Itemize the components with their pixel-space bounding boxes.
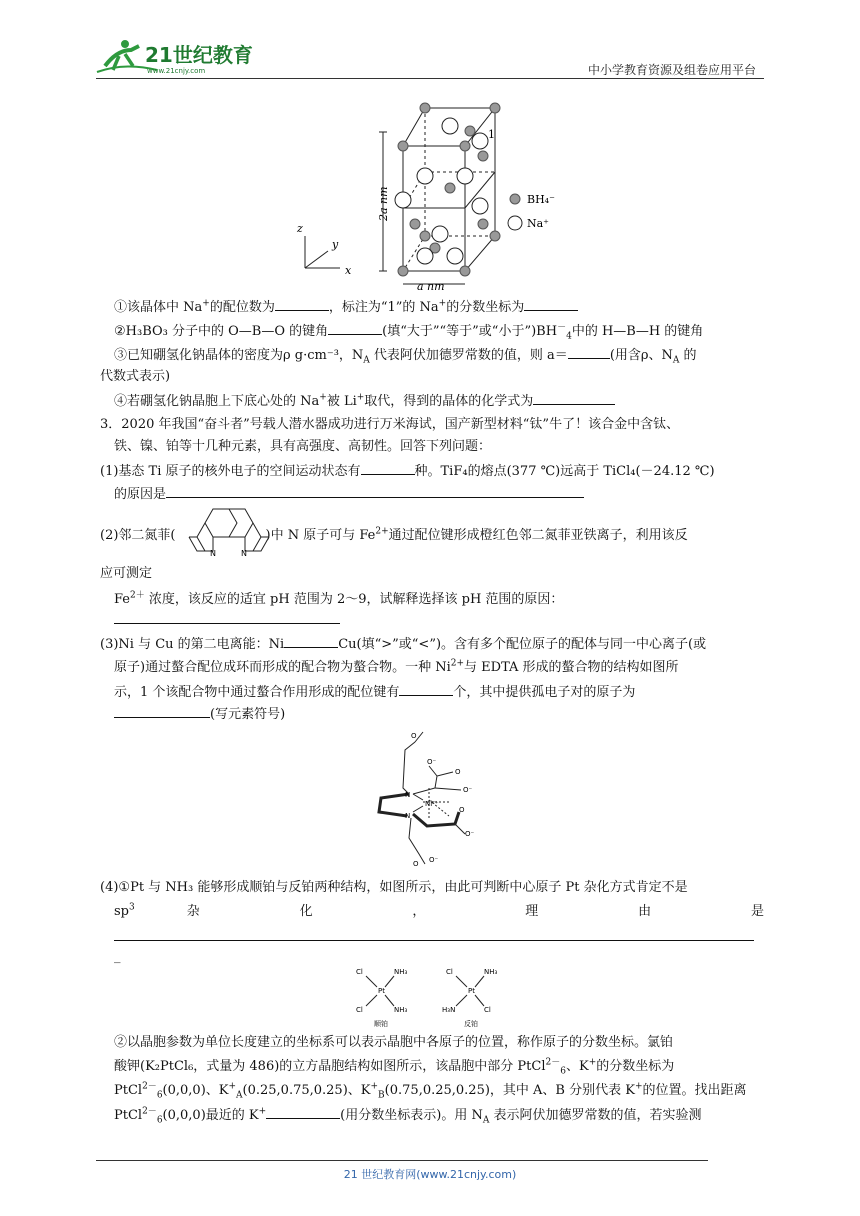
logo-text: 21世纪教育 <box>145 43 253 67</box>
svg-text:O: O <box>459 806 465 814</box>
svg-text:O: O <box>413 860 419 868</box>
legend-bh4: BH₄⁻ <box>527 193 555 206</box>
svg-text:Cl: Cl <box>484 1006 491 1014</box>
marker-label: 1 <box>488 128 495 141</box>
height-label: 2a nm <box>377 186 390 221</box>
svg-text:Cl: Cl <box>446 968 453 976</box>
header-rule <box>96 78 764 79</box>
platform-title: 中小学教育资源及组卷应用平台 <box>587 63 756 77</box>
q3-part4b-line2: 酸钾(K₂PtCl₆，式量为 486)的立方晶胞结构如图所示，该晶胞中部分 PtCl$^{2-}_6$、K+的分数坐标为 <box>114 1057 675 1077</box>
phenanthroline-structure <box>183 505 275 559</box>
q2-part4: ④若硼氢化钠晶胞上下底心处的 Na+被 Li+取代，得到的晶体的化学式为 <box>114 392 764 411</box>
footer-rule <box>96 1160 708 1161</box>
q3-part4b-line3: PtCl$^{2-}_6$(0,0,0)、$K^+_A(0.25,0.75,0.25)$、$K^+_B(0.75,0.25,0.25)$，其中 A、B 分别代表 K+的位置。找出距离 <box>114 1081 747 1101</box>
q2-part3: ③已知硼氢化钠晶体的密度为ρ g·cm⁻³，$N_A$ 代表阿伏加德罗常数的值，则 a＝ (用含ρ、$N_A$ 的 <box>114 348 697 366</box>
svg-text:O: O <box>411 732 417 740</box>
pt-complex-figure <box>350 964 510 1030</box>
svg-text:顺铂: 顺铂 <box>374 1020 388 1028</box>
q3-part2-cont: 应可测定 <box>100 566 153 581</box>
q3-part4-blank <box>114 928 764 947</box>
q3-part1-cont: 的原因是 <box>114 485 764 504</box>
svg-text:Pt: Pt <box>378 987 385 995</box>
q3-part1: (1)基态 Ti 原子的核外电子的空间运动状态有 种。TiF₄的熔点(377 ℃)远高于 TiCl₄(－24.12 ℃) <box>100 464 715 479</box>
logo-url: www.21cnjy.com <box>147 67 206 75</box>
crystal-figure <box>295 96 585 292</box>
q2-part2: ②H₃BO₃ 分子中的 O—B—O 的键角 (填“大于”“等于”或“小于$”)BH^-_4$中的 H—B—H 的键角 <box>114 322 704 342</box>
svg-text:N: N <box>241 549 247 558</box>
q3-part3: (3)Ni 与 Cu 的第二电离能：Ni Cu(填“>”或“<”)。含有多个配位原子的配体与同一中心离子(或 <box>100 637 707 652</box>
q3-part2-blank <box>114 611 764 630</box>
transplatin <box>442 968 498 1028</box>
svg-text:Pt: Pt <box>468 987 475 995</box>
q2-part3-cont: 代数式表示) <box>100 369 171 384</box>
svg-text:y: y <box>332 238 339 251</box>
footer-link[interactable]: 21 世纪教育网(www.21cnjy.com) <box>343 1168 517 1181</box>
width-label: a nm <box>417 280 445 292</box>
svg-text:NH₃: NH₃ <box>484 968 498 976</box>
svg-text:N: N <box>405 791 411 799</box>
q3-part4b-line1: ②以晶胞参数为单位长度建立的坐标系可以表示晶胞中各原子的位置，称作原子的分数坐标。氯铂 <box>114 1035 674 1050</box>
svg-text:O⁻: O⁻ <box>427 758 437 766</box>
svg-text:Ni²⁺: Ni²⁺ <box>425 800 439 808</box>
q3-intro-1: 3．2020 年我国“奋斗者”号载人潜水器成功进行万米海试，国产新型材料“钛”牛了！该合金中含钛、 <box>100 417 680 432</box>
svg-text:O⁻: O⁻ <box>465 830 475 838</box>
legend-na: Na⁺ <box>527 217 549 230</box>
legend-na-icon <box>508 216 522 230</box>
q3-part4-line2: $sp^3$ 杂 化 ， 理 由 是 <box>114 902 764 919</box>
q3-intro-2: 铁、镍、铂等十几种元素，具有高强度、高韧性。回答下列问题： <box>114 439 492 454</box>
svg-text:Cl: Cl <box>356 1006 363 1014</box>
svg-text:O: O <box>455 768 461 776</box>
q3-part4-blank-tail: _ <box>114 949 121 964</box>
site-logo <box>95 36 265 78</box>
svg-text:Cl: Cl <box>356 968 363 976</box>
svg-text:x: x <box>345 264 352 277</box>
edta-ni-structure <box>365 728 495 868</box>
svg-text:N: N <box>210 549 216 558</box>
svg-text:H₃N: H₃N <box>442 1006 456 1014</box>
svg-text:O⁻: O⁻ <box>429 856 439 864</box>
q3-part3-line2: 原子)通过螯合配位成环而形成的配合物为螯合物。一种 $Ni^{2+}$与 EDTA 形成的螯合物的结构如图所 <box>114 658 679 675</box>
svg-text:z: z <box>297 222 303 235</box>
q3-part3-line3: 示，1 个该配合物中通过螯合作用形成的配位键有 个，其中提供孤电子对的原子为 <box>114 685 636 700</box>
q2-part1: ①该晶体中 Na+的配位数为 ，标注为“1”的 Na+的分数坐标为 <box>114 298 764 317</box>
svg-text:N: N <box>405 812 411 820</box>
svg-text:O⁻: O⁻ <box>463 786 473 794</box>
q3-part4-line1: (4)①Pt 与 NH₃ 能够形成顺铂与反铂两种结构，如图所示，由此可判断中心原子 Pt 杂化方式肯定不是 <box>100 880 688 895</box>
q3-part4b-line4: PtCl$^{2-}_6$(0,0,0)最近的 K+ (用分数坐标表示)。用 $N_A$ 表示阿伏加德罗常数的值，若实验测 <box>114 1106 702 1126</box>
svg-text:反铂: 反铂 <box>464 1020 478 1028</box>
svg-text:NH₃: NH₃ <box>394 968 408 976</box>
legend-bh4-icon <box>510 194 520 204</box>
cisplatin <box>356 968 408 1028</box>
q3-part2: (2)邻二氮菲( )中 N 原子可与 $Fe^{2+}$通过配位键形成橙红色邻二氮菲亚铁离子，利用该反 <box>100 526 688 543</box>
svg-text:NH₃: NH₃ <box>394 1006 408 1014</box>
q3-part3-line4: (写元素符号) <box>114 705 764 724</box>
q3-part2-reason: $Fe^{2+}$ 浓度，该反应的适宜 pH 范围为 2～9，试解释选择该 pH 范围的原因： <box>114 590 564 607</box>
